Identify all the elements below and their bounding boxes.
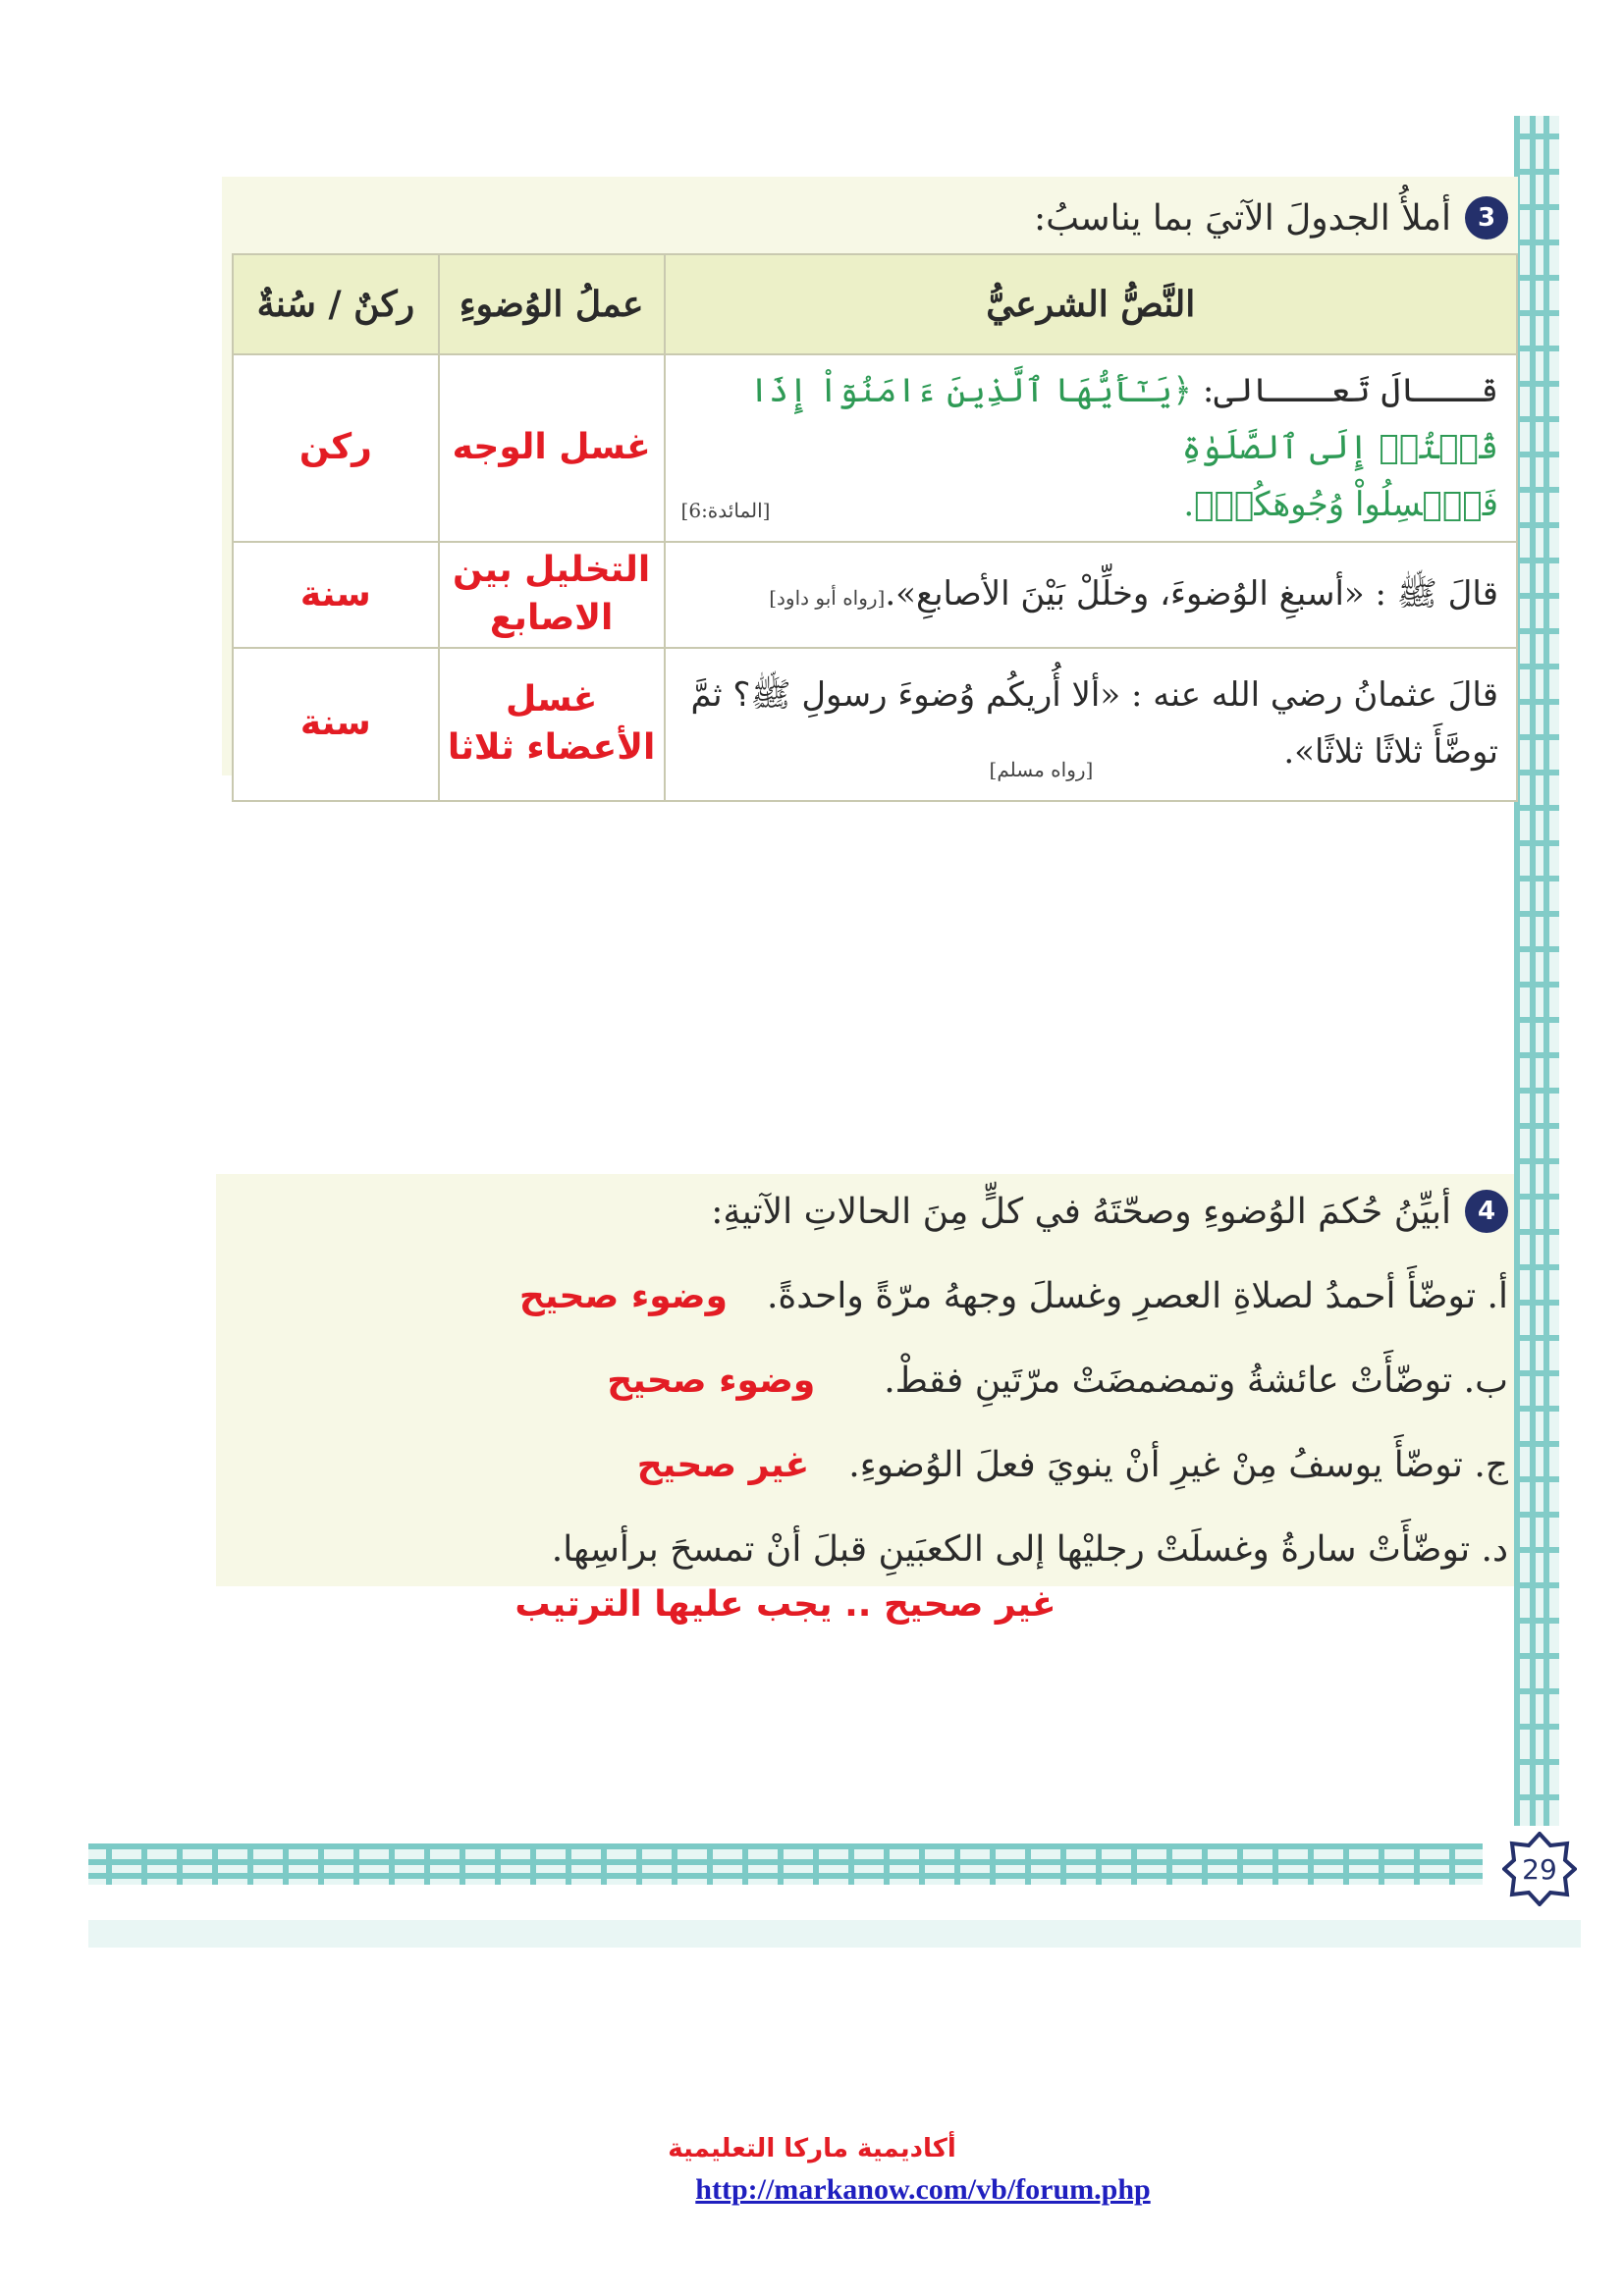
case-label: د. توضّأَتْ سارةُ وغسلَتْ رجليْها إلى الكعبَينِ قبلَ أنْ تمسحَ برأسِها. [551,1528,1508,1570]
section-4-title: أبيِّنُ حُكمَ الوُضوءِ وصحّتَهُ في كلٍّ مِنَ الحالاتِ الآتيةِ: [711,1191,1451,1232]
citation: [رواه أبو داود] [769,586,886,611]
page-number: 29 [1522,1852,1557,1886]
legal-text-cell [665,648,1517,801]
case-label: ب. توضّأَتْ عائشةُ وتمضمضَتْ مرّتَينِ فقطْ. [884,1360,1508,1401]
answer-type: ركن [233,354,439,542]
answer-action: غسل الوجه [439,354,665,542]
answer-action: غسل الأعضاء ثلاثا [439,648,665,801]
hadith-text: قالَ عثمانُ رضي الله عنه : «ألا أُريكُم وُضوءَ رسولِ ﷺ؟ ثمَّ توضَّأَ ثلاثًا ثلاثًا». [690,674,1498,772]
answer-type: سنة [233,648,439,801]
page-number-badge [1502,1832,1577,1906]
table-row [233,354,1517,542]
decorative-border-right [1514,116,1559,1826]
answer-action: التخليل بين الاصابع [439,542,665,647]
bottom-band [88,1920,1581,1948]
citation: [المائدة:6] [680,499,771,523]
case-item-b [607,1349,1508,1412]
case-answer: وضوء صحيح [607,1360,816,1401]
header-wudu-action: عملُ الوُضوءِ [439,254,665,354]
verse-intro: قـــالَ تَعـــالى: [1202,371,1498,410]
hadith-text: قالَ ﷺ : «أسبغِ الوُضوءَ، وخلِّلْ بَيْنَ الأصابعِ». [885,574,1498,614]
case-answer: غير صحيح [636,1444,810,1485]
question-number-3: 3 [1465,196,1508,240]
verse-line-1: ﴿يَـٰٓأَيُّهَا ٱلَّذِينَ ءَامَنُوٓاْ إِذَا قُمۡتُمۡ إِلَى ٱلصَّلَوٰةِ [749,371,1498,467]
question-number-4: 4 [1465,1190,1508,1233]
case-item-a [519,1264,1508,1327]
case-label: أ. توضّأَ أحمدُ لصلاةِ العصرِ وغسلَ وجههُ مرّةً واحدةً. [766,1275,1508,1316]
section-3-heading [1034,188,1508,247]
legal-text-cell [665,542,1517,647]
verse-line-2: فَٱغۡسِلُواْ وُجُوهَكُمۡ﴾. [1183,484,1498,524]
citation: [رواه مسلم] [989,757,1094,781]
header-legal-text: النَّصُّ الشرعيُّ [665,254,1517,354]
case-d-answer: غير صحيح .. يجب عليها الترتيب [514,1584,1056,1625]
footer-title: أكاديمية ماركا التعليمية [668,2134,956,2163]
case-item-d [552,1518,1508,1580]
table-header-row [233,254,1517,354]
header-pillar-sunnah: ركنٌ / سُنةٌ [233,254,439,354]
case-answer: وضوء صحيح [518,1275,728,1316]
table-row [233,648,1517,801]
decorative-border-bottom [88,1843,1483,1885]
section-3-title: أملأُ الجدولَ الآتيَ بما يناسبُ: [1033,197,1451,239]
table-row [233,542,1517,647]
wudu-table [232,253,1518,802]
legal-text-cell [665,354,1517,542]
section-4-heading [711,1182,1508,1241]
answer-type: سنة [233,542,439,647]
case-label: ج. توضّأَ يوسفُ مِنْ غيرِ أنْ ينويَ فعلَ الوُضوءِ. [848,1444,1508,1485]
forum-link[interactable]: http://markanow.com/vb/forum.php [695,2173,1151,2206]
case-item-c [637,1433,1508,1496]
